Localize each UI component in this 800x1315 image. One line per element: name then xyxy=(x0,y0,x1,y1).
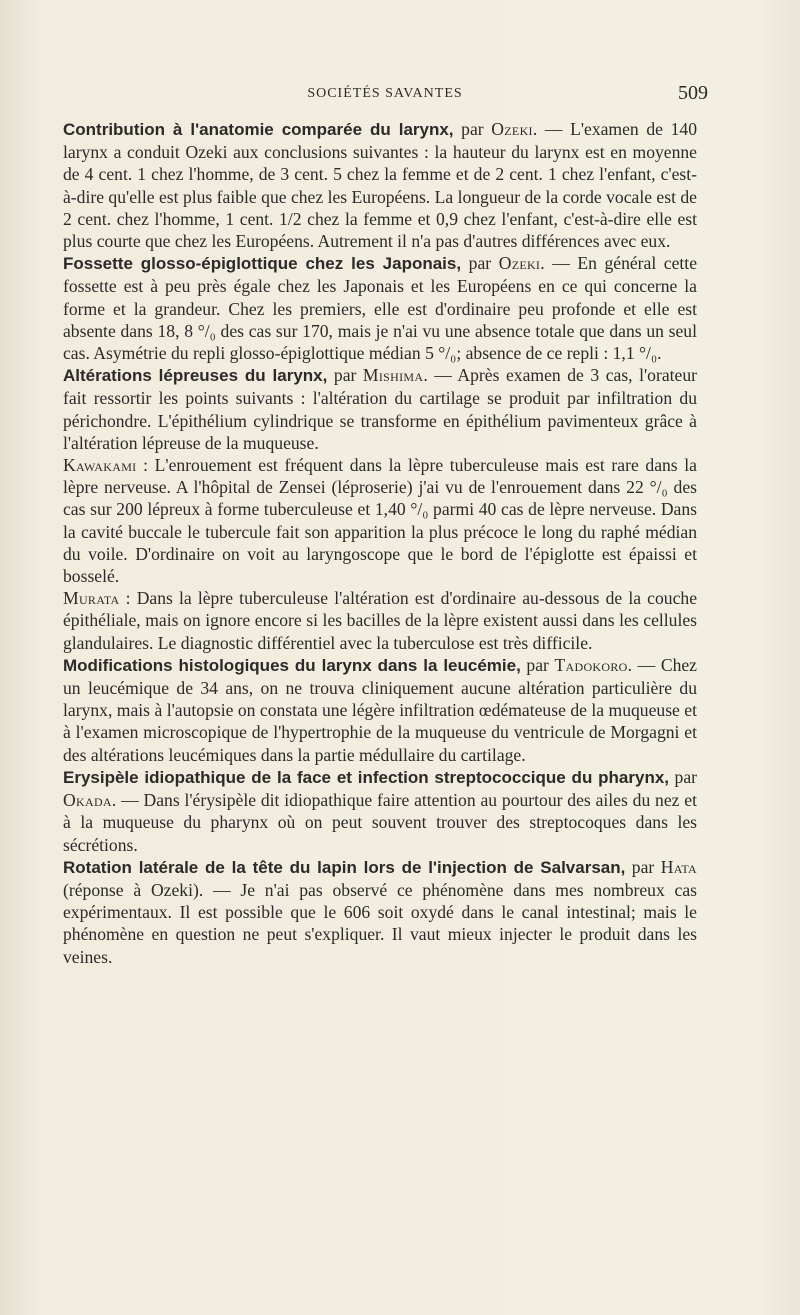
author-name: Okada xyxy=(63,790,112,811)
entry-text: . — Chez un leucémique de 34 ans, on ne trouva cliniquement aucune altération particulière du larynx, mais à l'autopsie on constata une légère infiltration œdémateuse de la muqueuse et à l'examen microscopique de l'hypertrophie de la muqueuse du ventricule de Morgagni et des altérations leucémiques dans la partie médullaire du cartilage. xyxy=(63,654,697,765)
author-name: Murata xyxy=(63,588,120,609)
running-title: SOCIÉTÉS SAVANTES xyxy=(307,86,463,101)
entry-paragraph xyxy=(63,252,697,364)
page-number: 509 xyxy=(678,82,708,104)
entry-paragraph xyxy=(63,118,697,252)
entry-text: : Dans la lèpre tuberculeuse l'altération est d'ordinaire au-dessous de la couche épithéliale, mais on ignore encore si les bacilles de la lèpre existent aussi dans les cellules glandulaires. Le diagnostic différentiel avec la tuberculose est très difficile. xyxy=(63,588,697,653)
entry-paragraph xyxy=(63,654,697,766)
entry-paragraph xyxy=(63,856,697,968)
author-name: Mishima xyxy=(362,365,424,386)
author-prefix: par xyxy=(461,253,499,274)
author-name: Ozeki xyxy=(498,253,541,274)
entry-paragraph xyxy=(63,766,697,856)
entry-text: . — L'examen de 140 larynx a conduit Ozeki aux conclusions suivantes : la hauteur du larynx est en moyenne de 4 cent. 1 chez l'homme, de 3 cent. 5 chez la femme et de 2 cent. 1 chez l'enfant, c'est-à-dire qu'elle est plus faible que chez les Européens. La longueur de la corde vocale est de 2 cent. chez l'homme, 1 cent. 1/2 chez la femme et 0,9 chez l'enfant, c'est-à-dire elle est plus courte que chez les Européens. Autrement il n'a pas d'autres différences avec eux. xyxy=(63,119,697,252)
author-name: Ozeki xyxy=(491,119,533,139)
entry-text: . — En général cette fossette est à peu près égale chez les Japonais et les Européens en ce qui concerne la forme et la grandeur. Chez les premiers, elle est d'ordinaire peu profonde et elle est absente dans 18, 8 °/₀ des cas sur 170, mais je n'ai vu une absence totale que dans un seul cas. Asymétrie du repli glosso-épiglottique médian 5 °/₀; absence de ce repli : 1,1 °/₀. xyxy=(63,253,698,364)
article-body xyxy=(63,118,697,968)
entry-text: (réponse à Ozeki). — Je n'ai pas observé ce phénomène dans mes nombreux cas expérimentaux. Il est possible que le 606 soit oxydé dans le canal intestinal; mais le phénomène en question ne peut s'expliquer. Il vaut mieux injecter le produit dans les veines. xyxy=(63,879,697,967)
entry-title: Fossette glosso-épiglottique chez les Japonais, xyxy=(63,254,462,274)
author-name: Hata xyxy=(660,856,698,877)
author-prefix: par xyxy=(520,654,555,675)
entry-text: . — Dans l'érysipèle dit idiopathique faire attention au pourtour des ailes du nez et à la muqueuse du pharynx où on peut souvent trouver des streptocoques dans les sécrétions. xyxy=(63,790,697,855)
entry-title: Rotation latérale de la tête du lapin lors de l'injection de Salvarsan, xyxy=(63,857,626,877)
author-prefix: par xyxy=(453,119,492,139)
entry-title: Erysipèle idiopathique de la face et infection streptococcique du pharynx, xyxy=(63,767,670,787)
author-name: Tadokoro xyxy=(554,654,628,675)
author-prefix: par xyxy=(625,856,661,877)
author-name: Kawakami xyxy=(63,455,137,476)
page-header xyxy=(62,82,708,108)
entry-text: : L'enrouement est fréquent dans la lèpre tuberculeuse mais est rare dans la lèpre nerveuse. A l'hôpital de Zensei (léproserie) j'ai vu de l'enrouement dans 22 °/₀ des cas sur 200 lépreux à forme tuberculeuse et 1,40 °/₀ parmi 40 cas de lèpre nerveuse. Dans la cavité buccale le tubercule fait son apparition la plus précoce le long du raphé médian du voile. D'ordinaire on voit au laryngoscope que le bord de l'épiglotte est épaissi et bosselé. xyxy=(63,455,697,587)
author-prefix: par xyxy=(669,766,697,787)
entry-title: Contribution à l'anatomie comparée du larynx, xyxy=(63,120,454,139)
entry-paragraph xyxy=(63,454,697,587)
entry-title: Modifications histologiques du larynx dans la leucémie, xyxy=(63,655,521,675)
entry-text: . — Après examen de 3 cas, l'orateur fait ressortir les points suivants : l'altération du cartilage se produit par infiltration du périchondre. L'épithélium cylindrique se transforme en épithélium pavimenteux grâce à l'altération lépreuse de la muqueuse. xyxy=(63,365,697,453)
entry-title: Altérations lépreuses du larynx, xyxy=(63,366,328,386)
entry-paragraph xyxy=(63,364,697,454)
author-prefix: par xyxy=(327,365,363,386)
entry-paragraph xyxy=(63,587,697,654)
